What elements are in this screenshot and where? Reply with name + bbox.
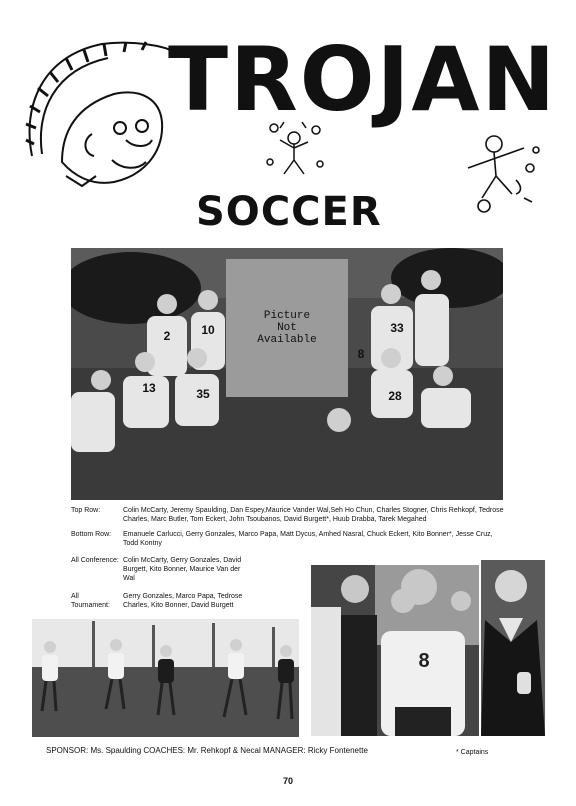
soccer-doodle-left bbox=[262, 118, 328, 180]
jersey-number: 13 bbox=[142, 381, 156, 395]
sponsor-coaches-manager-line: SPONSOR: Ms. Spaulding COACHES: Mr. Rehkopf & Necal MANAGER: Ricky Fontenette bbox=[46, 746, 368, 755]
caption-line: Charles, Kito Bonner, David Burgett bbox=[123, 602, 234, 609]
jersey-number: 8 bbox=[357, 347, 365, 361]
caption-line: Charles, Marc Butler, Tom Eckert, John Tsoubanos, David Burgett*, Huub Drabba, Tarek Megahed bbox=[123, 516, 427, 523]
page-title: TROJAN bbox=[168, 28, 558, 131]
caption-top-row bbox=[71, 506, 511, 526]
caption-label: All Conference: bbox=[71, 557, 119, 564]
jersey-number: 8 bbox=[418, 650, 430, 672]
soccer-doodle-right bbox=[460, 128, 540, 214]
jersey-number: 33 bbox=[390, 321, 404, 335]
page-number: 70 bbox=[282, 776, 293, 786]
caption-line: Emanuele Carlucci, Gerry Gonzales, Marco Papa, Matt Dycus, Amhed Nasral, Chuck Eckert, Kito Bonner*, Jesse Cruz, bbox=[123, 531, 493, 538]
section-subtitle: SOCCER bbox=[196, 189, 382, 235]
jersey-number: 28 bbox=[388, 389, 402, 403]
caption-label: Bottom Row: bbox=[71, 531, 112, 538]
trojan-mascot-drawing bbox=[22, 36, 172, 196]
action-photo-field bbox=[32, 619, 299, 737]
captains-note: * Captains bbox=[456, 749, 489, 756]
caption-line: Gerry Gonzales, Marco Papa, Tedrose bbox=[123, 593, 243, 600]
caption-line: Colin McCarty, Jeremy Spaulding, Dan Espey,Maurice Vander Wal,Seh Ho Chun, Charles Stogner, Chris Rehkopf, Tedrose bbox=[123, 507, 504, 514]
caption-line: Wal bbox=[123, 575, 135, 582]
caption-line: Burgett, Kito Bonner, Maurice Van der bbox=[123, 566, 241, 573]
picture-not-available-label: Picture Not Available bbox=[226, 259, 348, 397]
caption-label: All Tournament: bbox=[71, 593, 110, 609]
jersey-number: 10 bbox=[201, 323, 215, 337]
caption-line: Colin McCarty, Gerry Gonzales, David bbox=[123, 557, 242, 564]
jersey-number: 2 bbox=[163, 329, 171, 343]
caption-all-tournament bbox=[71, 592, 311, 614]
caption-text bbox=[123, 530, 511, 548]
caption-text bbox=[123, 556, 309, 583]
caption-text bbox=[123, 592, 309, 610]
caption-all-conference bbox=[71, 556, 311, 586]
collage-photo-player-portrait bbox=[481, 560, 545, 736]
caption-line: Todd Kontny bbox=[123, 540, 162, 547]
collage-photo-players bbox=[311, 565, 479, 736]
team-photo bbox=[71, 248, 503, 500]
caption-text bbox=[123, 506, 511, 524]
caption-label: Top Row: bbox=[71, 507, 101, 514]
caption-bottom-row bbox=[71, 530, 511, 550]
jersey-number: 35 bbox=[196, 387, 210, 401]
